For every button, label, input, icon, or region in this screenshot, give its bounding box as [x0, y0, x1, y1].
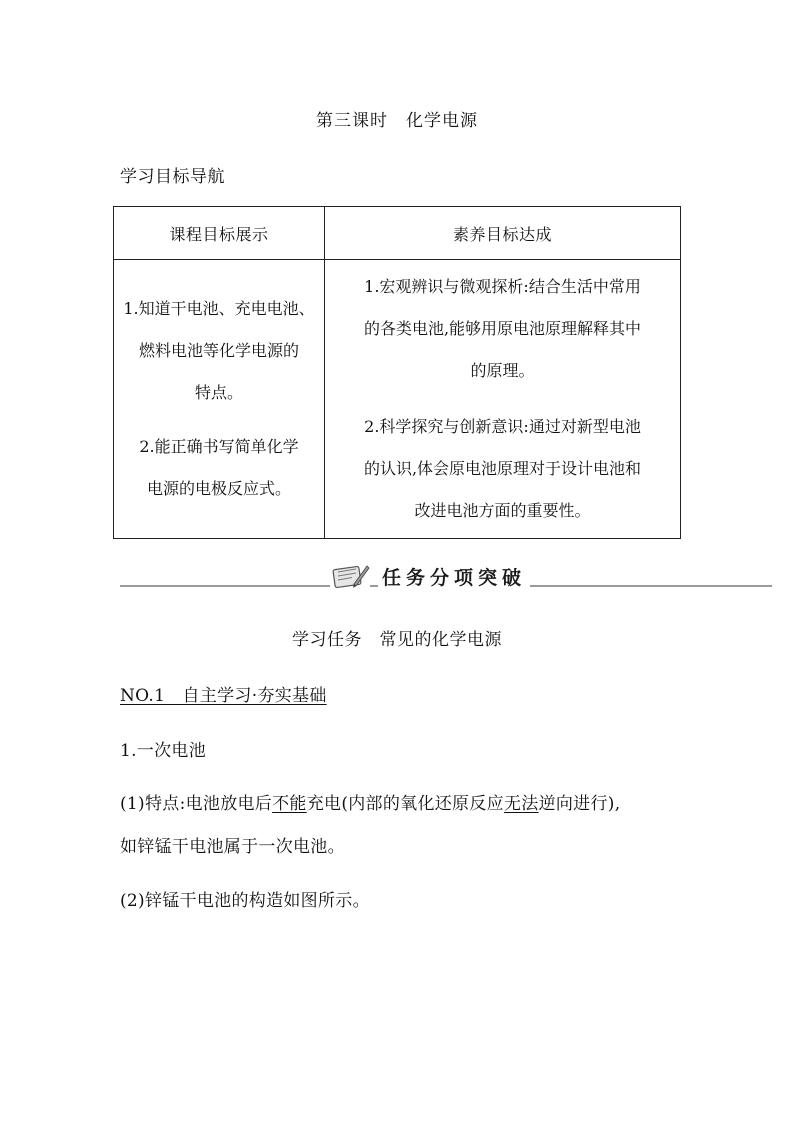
literacy-goal-2-line-2: 的认识,体会原电池原理对于设计电池和: [363, 459, 642, 478]
underlined-answer-1: 不能: [272, 794, 307, 814]
course-goal-2-line-2: 电源的电极反应式。: [146, 479, 291, 498]
notebook-icon: [330, 562, 370, 590]
literacy-goals-cell: [325, 260, 681, 539]
section-banner: [330, 562, 530, 590]
literacy-goal-2-line-1: 2.科学探究与创新意识:通过对新型电池: [364, 417, 641, 436]
section-heading-goals: 学习目标导航: [120, 167, 225, 187]
literacy-goal-1-line-1: 1.宏观辨识与微观探析:结合生活中常用: [364, 277, 641, 296]
text-span: 逆向进行),: [538, 794, 621, 814]
banner-title: 任务分项突破: [378, 563, 530, 590]
course-goals-cell: [114, 260, 325, 539]
course-goal-2-line-1: 2.能正确书写简单化学: [139, 437, 299, 456]
item1-title: 1.一次电池: [120, 741, 207, 761]
item1-paragraph-1-line-2: 如锌锰干电池属于一次电池。: [120, 837, 345, 857]
table-header-row: [114, 207, 681, 260]
task-heading: 学习任务 常见的化学电源: [292, 630, 502, 650]
text-span: (1)特点:电池放电后: [120, 794, 273, 814]
literacy-goal-1-line-2: 的各类电池,能够用原电池原理解释其中: [363, 319, 642, 338]
table-header-literacy-goals: 素养目标达成: [325, 207, 681, 260]
table-header-course-goals: 课程目标展示: [114, 207, 325, 260]
goals-table: [113, 206, 681, 539]
item1-paragraph-2: (2)锌锰干电池的构造如图所示。: [120, 891, 370, 911]
text-span: 充电(内部的氧化还原反应: [306, 794, 504, 814]
course-goal-1-line-2: 燃料电池等化学电源的: [138, 341, 299, 360]
no1-heading: NO.1 自主学习·夯实基础: [120, 686, 327, 706]
literacy-goal-2-line-3: 改进电池方面的重要性。: [414, 501, 591, 520]
item1-paragraph-1: [120, 789, 620, 814]
table-row: [114, 260, 681, 539]
page-title: 第三课时 化学电源: [316, 111, 478, 131]
course-goal-1-line-1: 1.知道干电池、充电电池、: [123, 299, 315, 318]
literacy-goal-1-line-3: 的原理。: [470, 361, 535, 380]
course-goal-1-line-3: 特点。: [194, 383, 243, 402]
underlined-answer-2: 无法: [503, 794, 539, 814]
